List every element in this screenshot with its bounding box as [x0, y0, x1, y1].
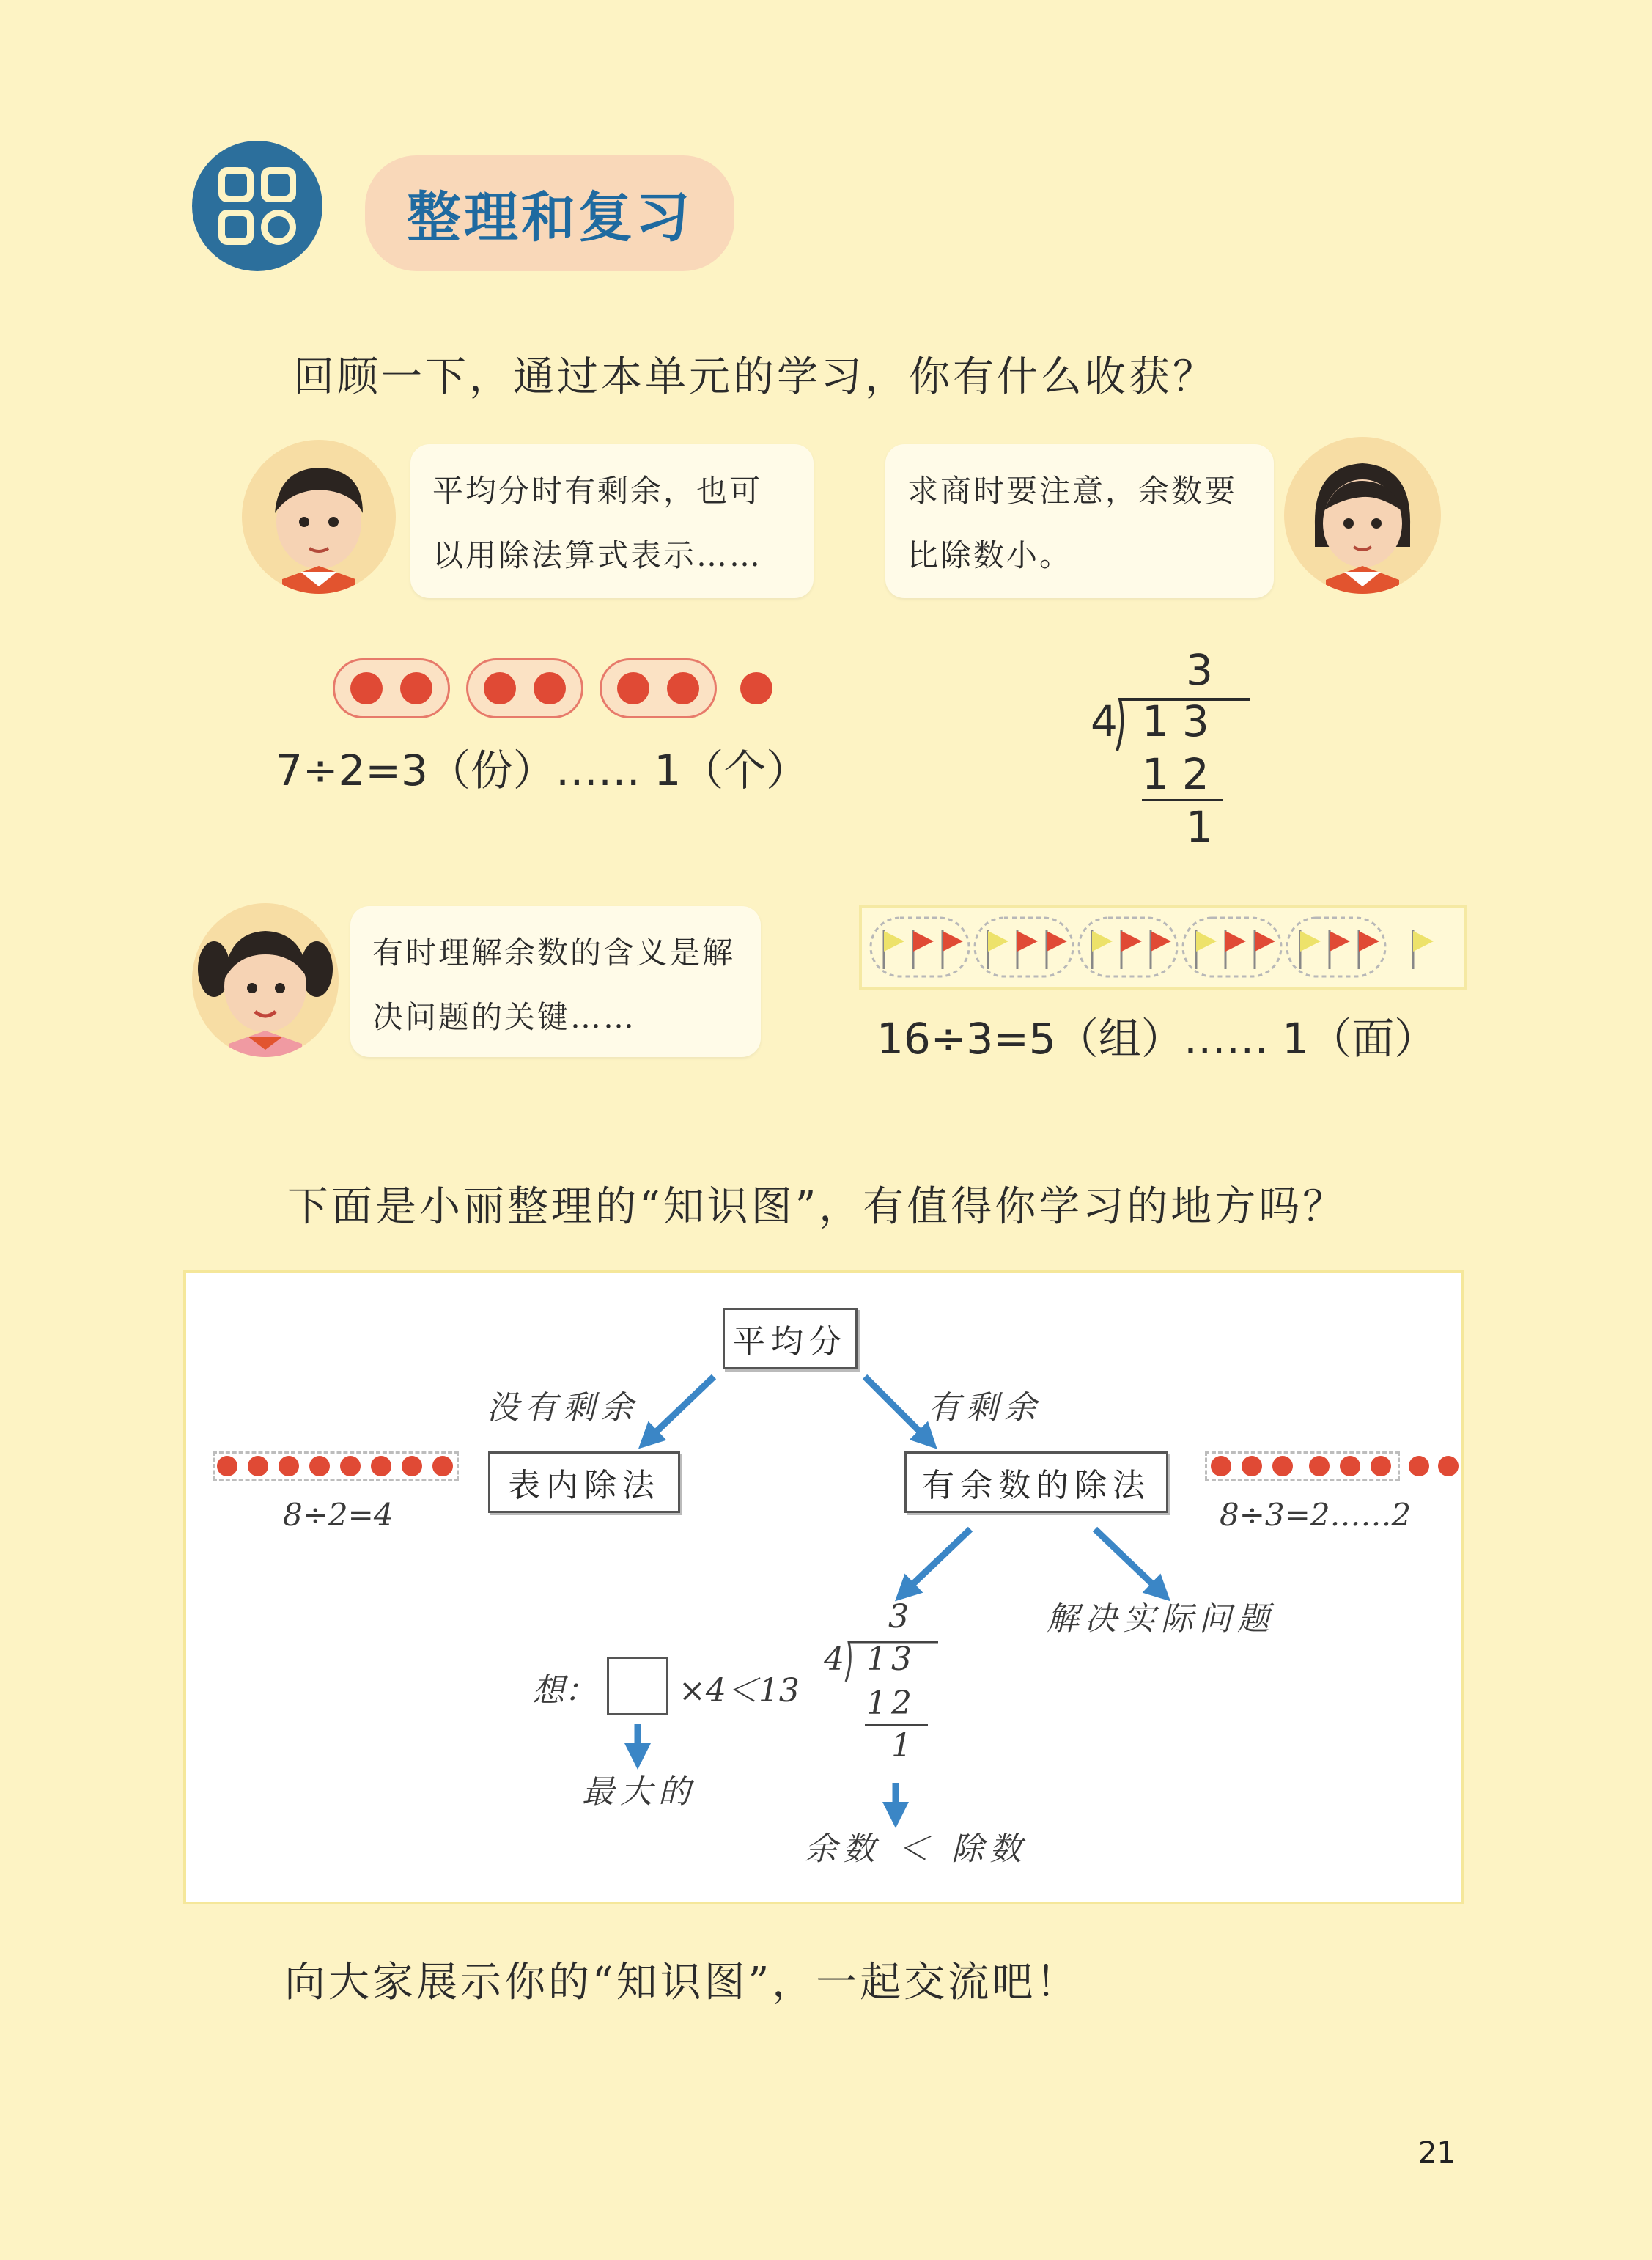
- dot: [217, 1456, 237, 1476]
- divisor: 4: [1091, 696, 1118, 746]
- dot: [400, 672, 432, 704]
- flag-groups: [859, 905, 1467, 990]
- girl-pigtails-face-icon: [192, 903, 339, 1057]
- flags-formula: 16÷3=5（组）…… 1（面）: [877, 1014, 1437, 1064]
- right-dots: [1205, 1451, 1461, 1481]
- map-quotient: 3: [888, 1598, 909, 1635]
- dot: [1309, 1456, 1330, 1476]
- boy-avatar: [242, 440, 396, 594]
- knowledge-map: [183, 1270, 1464, 1904]
- think-expression: ×4＜13: [679, 1672, 800, 1709]
- dot: [350, 672, 383, 704]
- knowledge-question: 下面是小丽整理的“知识图”，有值得你学习的地方吗？: [287, 1183, 1347, 1231]
- boy-face-icon: [242, 440, 396, 594]
- square-icon: [218, 167, 254, 202]
- girl-pigtails-avatar: [192, 903, 339, 1057]
- square-icon: [261, 167, 296, 202]
- dot: [1438, 1456, 1459, 1476]
- dot: [248, 1456, 268, 1476]
- map-remainder: 1: [891, 1727, 912, 1764]
- dot: [667, 672, 699, 704]
- right-node: 有余数的除法: [904, 1451, 1168, 1513]
- right-branch-label: 有剩余: [928, 1389, 1042, 1427]
- girl-avatar: [1284, 437, 1441, 594]
- dot: [1272, 1456, 1293, 1476]
- largest-label: 最大的: [582, 1773, 696, 1811]
- left-node: 表内除法: [488, 1451, 680, 1513]
- map-dividend: 13: [866, 1641, 916, 1678]
- speech-bubble-girl-pigtails: 有时理解余数的含义是解决问题的关键……: [350, 906, 761, 1057]
- dot: [309, 1456, 330, 1476]
- intro-question: 回顾一下，通过本单元的学习，你有什么收获？: [293, 353, 1217, 401]
- map-divisor: 4: [824, 1641, 844, 1678]
- dot: [340, 1456, 361, 1476]
- remainder: 1: [1186, 802, 1213, 852]
- speech-bubble-girl: 求商时要注意，余数要比除数小。: [885, 444, 1274, 598]
- section-icon: [192, 141, 322, 271]
- dot: [1242, 1456, 1262, 1476]
- long-division: [1085, 645, 1253, 858]
- product: 12: [1142, 749, 1223, 799]
- dot: [1409, 1456, 1429, 1476]
- dots-formula: 7÷2=3（份）…… 1（个）: [276, 746, 809, 795]
- page-number: 21: [1418, 2136, 1456, 2170]
- circle-icon: [261, 210, 296, 245]
- quotient: 3: [1186, 645, 1213, 695]
- root-node: 平均分: [723, 1308, 858, 1369]
- dot: [1211, 1456, 1231, 1476]
- blank-box: [607, 1657, 668, 1715]
- girl-face-icon: [1284, 437, 1441, 594]
- dot: [402, 1456, 422, 1476]
- closing-prompt: 向大家展示你的“知识图”，一起交流吧！: [284, 1959, 1080, 2006]
- left-example: 8÷2=4: [283, 1497, 394, 1533]
- map-long-division: [824, 1598, 941, 1774]
- dividend: 13: [1142, 696, 1223, 746]
- dot: [617, 672, 649, 704]
- speech-bubble-boy: 平均分时有剩余，也可以用除法算式表示……: [410, 444, 814, 598]
- dot: [371, 1456, 391, 1476]
- flags-illustration: [862, 908, 1464, 987]
- left-branch-label: 没有剩余: [487, 1389, 639, 1427]
- dot: [484, 672, 516, 704]
- think-prefix: 想：: [532, 1672, 597, 1709]
- remainder-rule: 余数 ＜ 除数: [805, 1830, 1028, 1868]
- dot: [279, 1456, 299, 1476]
- square-icon: [218, 210, 254, 245]
- division-line: [1142, 799, 1223, 801]
- dot: [534, 672, 566, 704]
- dot: [1340, 1456, 1360, 1476]
- right-example: 8÷3=2……2: [1220, 1497, 1412, 1533]
- dot: [740, 672, 772, 704]
- dot: [432, 1456, 453, 1476]
- map-division-line: [865, 1724, 928, 1726]
- dot-groups: [330, 658, 806, 724]
- map-product: 12: [866, 1685, 916, 1722]
- left-dots: [213, 1451, 459, 1481]
- solve-label: 解决实际问题: [1047, 1600, 1275, 1638]
- dot: [1371, 1456, 1391, 1476]
- section-title: 整理和复习: [365, 155, 734, 271]
